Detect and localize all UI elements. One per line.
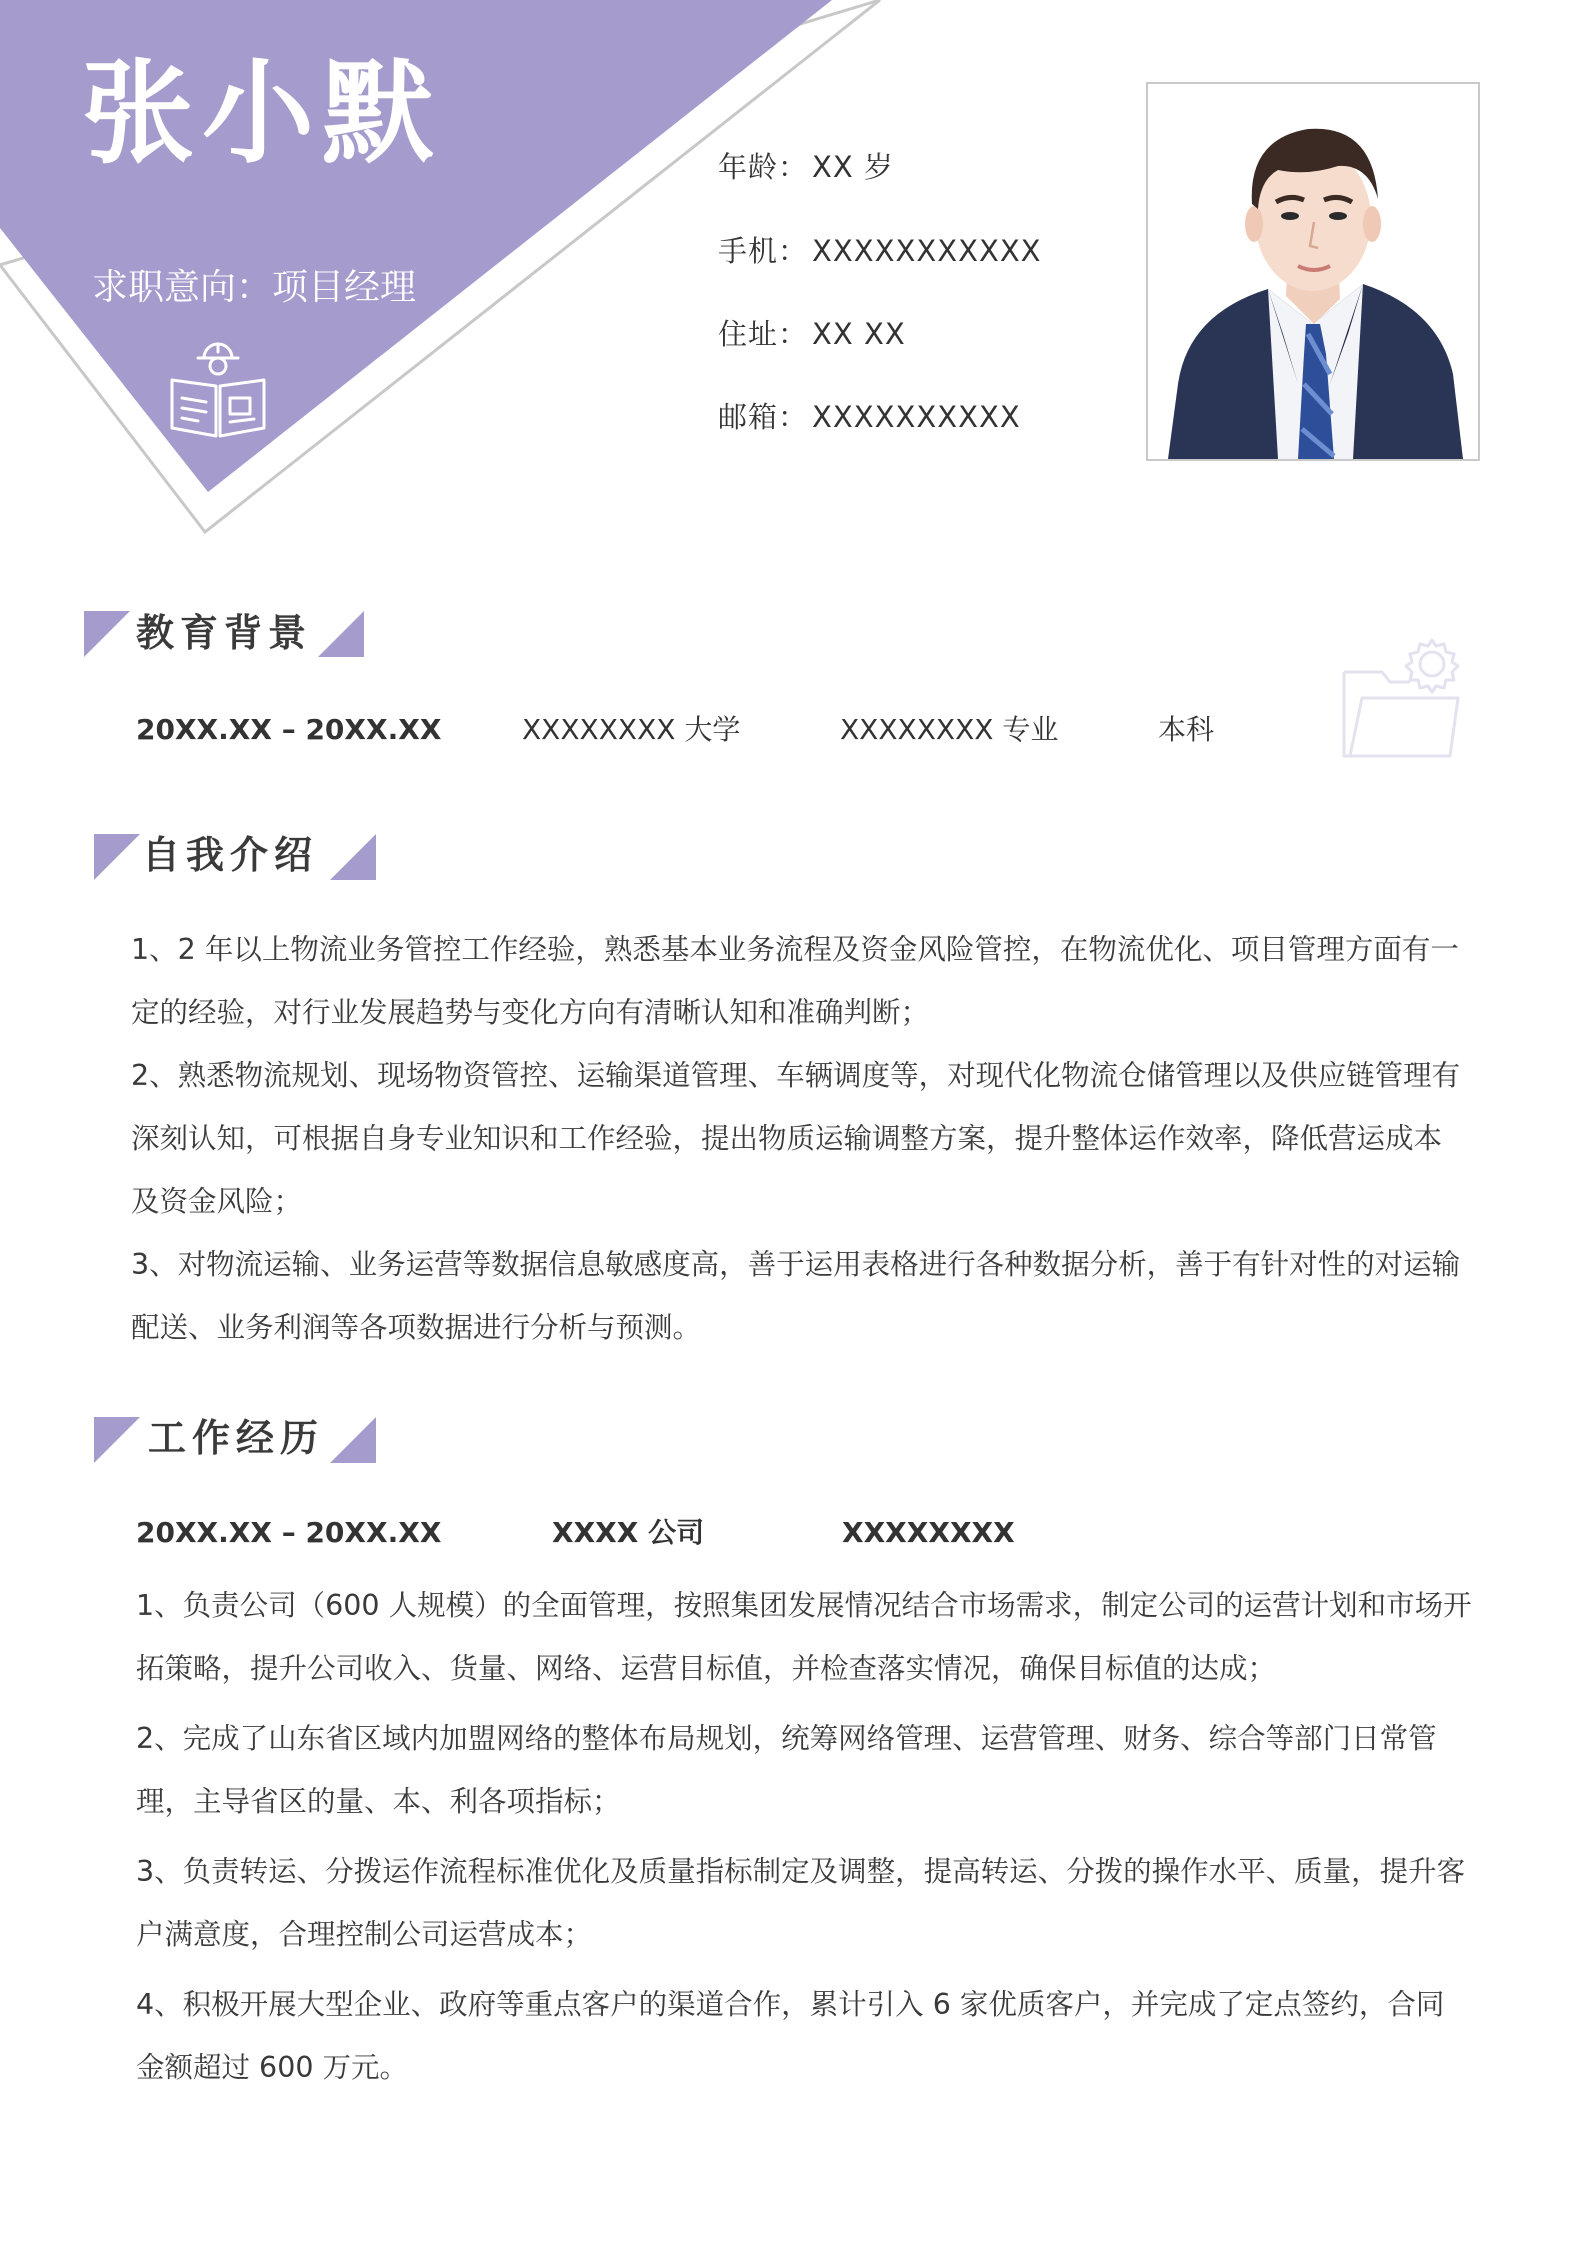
info-address-label: 住址：	[718, 317, 809, 351]
intro-paragraph: 1、2 年以上物流业务管控工作经验，熟悉基本业务流程及资金风险管控，在物流优化、项目管理方面有一定的经验，对行业发展趋势与变化方向有清晰认知和准确判断；	[131, 933, 1459, 1029]
work-duty-item: 2、完成了山东省区域内加盟网络的整体布局规划，统筹网络管理、运营管理、财务、综合等部门日常管理，主导省区的量、本、利各项指标；	[136, 1722, 1437, 1818]
info-age-value: XX 岁	[812, 150, 894, 184]
work-duty-item: 1、负责公司（600 人规模）的全面管理，按照集团发展情况结合市场需求，制定公司的运营计划和市场开拓策略，提升公司收入、货量、网络、运营目标值，并检查落实情况，确保目标值的达成；	[136, 1589, 1472, 1685]
info-email-value: XXXXXXXXXX	[812, 400, 1021, 434]
section-marker-left	[94, 834, 140, 880]
info-email	[718, 400, 1021, 435]
profile-photo	[1146, 82, 1480, 461]
intro-paragraph: 3、对物流运输、业务运营等数据信息敏感度高，善于运用表格进行各种数据分析，善于有针对性的对运输配送、业务利润等各项数据进行分析与预测。	[131, 1248, 1461, 1344]
section-marker-right	[330, 834, 376, 880]
info-phone-value: XXXXXXXXXXX	[812, 234, 1042, 268]
worker-book-icon	[168, 332, 268, 442]
section-marker-right	[318, 611, 364, 657]
work-company: XXXX 公司	[552, 1516, 705, 1549]
work-position: XXXXXXXX	[842, 1516, 1015, 1549]
info-address-value: XX XX	[812, 317, 906, 351]
work-duties	[136, 1574, 1472, 2106]
education-title: 教育背景	[136, 611, 313, 655]
education-major: XXXXXXXX 专业	[840, 713, 1059, 746]
folder-gear-icon	[1340, 632, 1466, 762]
education-school: XXXXXXXX 大学	[522, 713, 741, 746]
work-duty-item: 3、负责转运、分拨运作流程标准优化及质量指标制定及调整，提高转运、分拨的操作水平、质量，提升客户满意度，合理控制公司运营成本；	[136, 1855, 1466, 1951]
work-duty-item: 4、积极开展大型企业、政府等重点客户的渠道合作，累计引入 6 家优质客户，并完成了定点签约，合同金额超过 600 万元。	[136, 1988, 1445, 2084]
section-marker-left	[84, 611, 130, 657]
portrait-illustration	[1148, 84, 1478, 459]
education-degree: 本科	[1158, 713, 1215, 746]
info-phone-label: 手机：	[718, 234, 809, 268]
section-marker-right	[330, 1417, 376, 1463]
info-address	[718, 317, 906, 352]
work-title: 工作经历	[148, 1416, 325, 1460]
info-age	[718, 150, 894, 185]
candidate-name: 张小默	[82, 49, 442, 179]
info-email-label: 邮箱：	[718, 400, 809, 434]
intro-paragraph: 2、熟悉物流规划、现场物资管控、运输渠道管理、车辆调度等，对现代化物流仓储管理以及供应链管理有深刻认知，可根据自身专业知识和工作经验，提出物质运输调整方案，提升整体运作效率，降低营运成本及资金风险；	[131, 1059, 1461, 1218]
work-period: 20XX.XX – 20XX.XX	[136, 1516, 442, 1549]
job-intent: 求职意向：项目经理	[92, 267, 417, 308]
info-phone	[718, 234, 1042, 269]
intro-title: 自我介绍	[142, 833, 319, 877]
section-marker-left	[94, 1417, 140, 1463]
intro-paragraphs	[131, 918, 1469, 1359]
info-age-label: 年龄：	[718, 150, 809, 184]
education-period: 20XX.XX – 20XX.XX	[136, 713, 442, 746]
